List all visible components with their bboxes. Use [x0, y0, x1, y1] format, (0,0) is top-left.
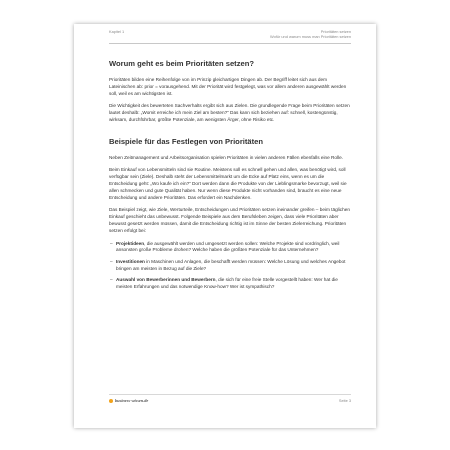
chapter-label: Kapitel 1 — [109, 29, 125, 34]
brand-logo[interactable] — [109, 398, 148, 403]
list-item — [110, 258, 350, 273]
bullet-dash: – — [110, 258, 113, 264]
section-heading-1: Worum geht es beim Prioritäten setzen? — [109, 59, 255, 68]
list-item-bold: Projektideen — [116, 240, 145, 246]
bullet-dash: – — [110, 240, 113, 246]
section-heading-2: Beispiele für das Festlegen von Prioritäten — [109, 136, 264, 146]
logo-text: business-wissen.de — [115, 398, 149, 403]
header-right — [270, 29, 351, 39]
paragraph: Das Beispiel zeigt, wie Ziele, Werturteile, Entscheidungen und Prioritäten setzen ineinander greifen – beim täglichen Einkauf geschieht das unbewusst. Folgende Beispiele aus dem Berufsleben zeigen, dass viele Prioritäten aber bewusst gesetzt werden müssen, damit die Entscheidung richtig ist im Sinne der besten Zielerreichung. Prioritäten setzen erfolgt bei: — [109, 207, 350, 234]
document-page — [74, 24, 376, 428]
list-item-text: , die ausgewählt werden und umgesetzt werden sollen: Welche Projekte sind vordringlich, weil ansonsten große Probleme drohen? Welche haben die größten Potenziale für das Unternehmen? — [116, 240, 340, 253]
page-header — [109, 29, 351, 44]
page-footer — [109, 394, 351, 406]
header-title: Prioritäten setzen — [320, 29, 351, 34]
list-item-bold: Investitionen — [116, 258, 145, 264]
bullet-list — [109, 241, 350, 291]
list-item-text: in Maschinen und Anlagen, die beschafft werden müssen: Welche Lösung und welches Angebot bringen am meisten in Bezug auf die Ziele? — [116, 258, 346, 271]
list-item — [110, 277, 350, 291]
list-item — [110, 240, 350, 255]
logo-dot-icon — [109, 399, 113, 403]
list-item-bold: Auswahl von Bewerberinnen und Bewerbern — [116, 277, 216, 283]
paragraph: Beim Einkauf von Lebensmitteln sind sie Routine. Meistens soll es schnell gehen und allen, was benötigt wird, soll verfügbar sein (Ziele). Deshalb steht der Lebensmittelmarkt um die Ecke auf Platz eins, wenn es um die Entscheidung geht: „Wo kaufe ich ein?“ Dort werden dann die Produkte von der Lieblingsmarke bevorzugt, weil sie allen schmecken und gute Qualität haben. Nur wenn diese Produkte nicht vorhanden sind, braucht es eine neue Entscheidung und andere Prioritäten. Das erfordert ein Nachdenken. — [109, 167, 347, 200]
list-item-text: , die sich für eine freie Stelle vorgestellt haben: Wer hat die meisten Erfahrungen und das notwendige Know-how? Wer ist sympathisch? — [116, 277, 338, 290]
paragraph: Die Wichtigkeit des bewerteten Sachverhalts ergibt sich aus Zielen. Die grundlegende Frage beim Prioritäten setzen lautet deshalb: „Womit erreiche ich mein Ziel am besten?“ Das kann sich beziehen auf: schnell, kostengünstig, wirksam, durchführbar, größte Potenziale, am wenigsten Ärger, ohne Risiko etc. — [109, 103, 350, 123]
paragraph: Prioritäten bilden eine Reihenfolge von im Prinzip gleichartigen Dingen ab. Der Begriff leitet sich aus dem Lateinischen ab: prior = vorausgehend. Mit der Priorität wird festgelegt, was vor allem anderen ausgewählt werden soll, weil es am wichtigsten ist. — [109, 77, 347, 96]
page-content — [109, 59, 350, 295]
bullet-dash: – — [110, 277, 113, 283]
page-number: Seite 3 — [338, 398, 351, 403]
paragraph: Neben Zeitmanagement und Arbeitsorganisation spielen Prioritäten in vielen anderen Fällen ebenfalls eine Rolle. — [109, 154, 343, 160]
header-subtitle: Wofür und warum muss man Prioritäten setzen — [269, 34, 351, 40]
